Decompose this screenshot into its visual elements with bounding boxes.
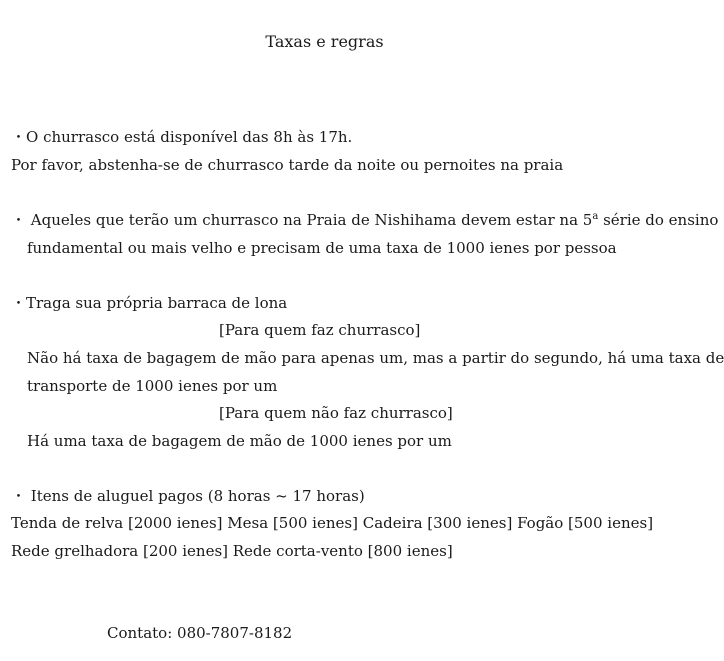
non-bbq-subheading: [Para quem não faz churrasco] <box>219 404 453 422</box>
ordinal-superscript: a <box>592 211 599 222</box>
overnight-rule: Por favor, abstenha-se de churrasco tarde da noite ou pernoites na praia <box>11 156 564 174</box>
age-rule-line1 <box>11 210 718 230</box>
non-bbq-baggage-rule: Há uma taxa de bagagem de mão de 1000 ienes por um <box>27 432 452 450</box>
hours-rule: ・O churrasco está disponível das 8h às 17h. <box>11 128 353 146</box>
age-rule-text-cont: série do ensino <box>598 211 719 229</box>
bbq-subheading: [Para quem faz churrasco] <box>219 321 421 339</box>
contact-phone: Contato: 080-7807-8182 <box>107 624 293 642</box>
age-rule-text: ・ Aqueles que terão um churrasco na Praia de Nishihama devem estar na 5 <box>11 211 593 229</box>
page-title: Taxas e regras <box>265 32 384 51</box>
tent-rule: ・Traga sua própria barraca de lona <box>11 294 288 312</box>
rental-items-line2: Rede grelhadora [200 ienes] Rede corta-vento [800 ienes] <box>11 542 453 560</box>
bbq-baggage-rule-cont: transporte de 1000 ienes por um <box>27 377 278 395</box>
age-rule-line2: fundamental ou mais velho e precisam de uma taxa de 1000 ienes por pessoa <box>27 239 617 257</box>
bbq-baggage-rule: Não há taxa de bagagem de mão para apenas um, mas a partir do segundo, há uma taxa de <box>27 349 724 367</box>
rental-heading: ・ Itens de aluguel pagos (8 horas ~ 17 horas) <box>11 487 365 505</box>
rental-items-line1: Tenda de relva [2000 ienes] Mesa [500 ienes] Cadeira [300 ienes] Fogão [500 ienes] <box>11 514 654 532</box>
